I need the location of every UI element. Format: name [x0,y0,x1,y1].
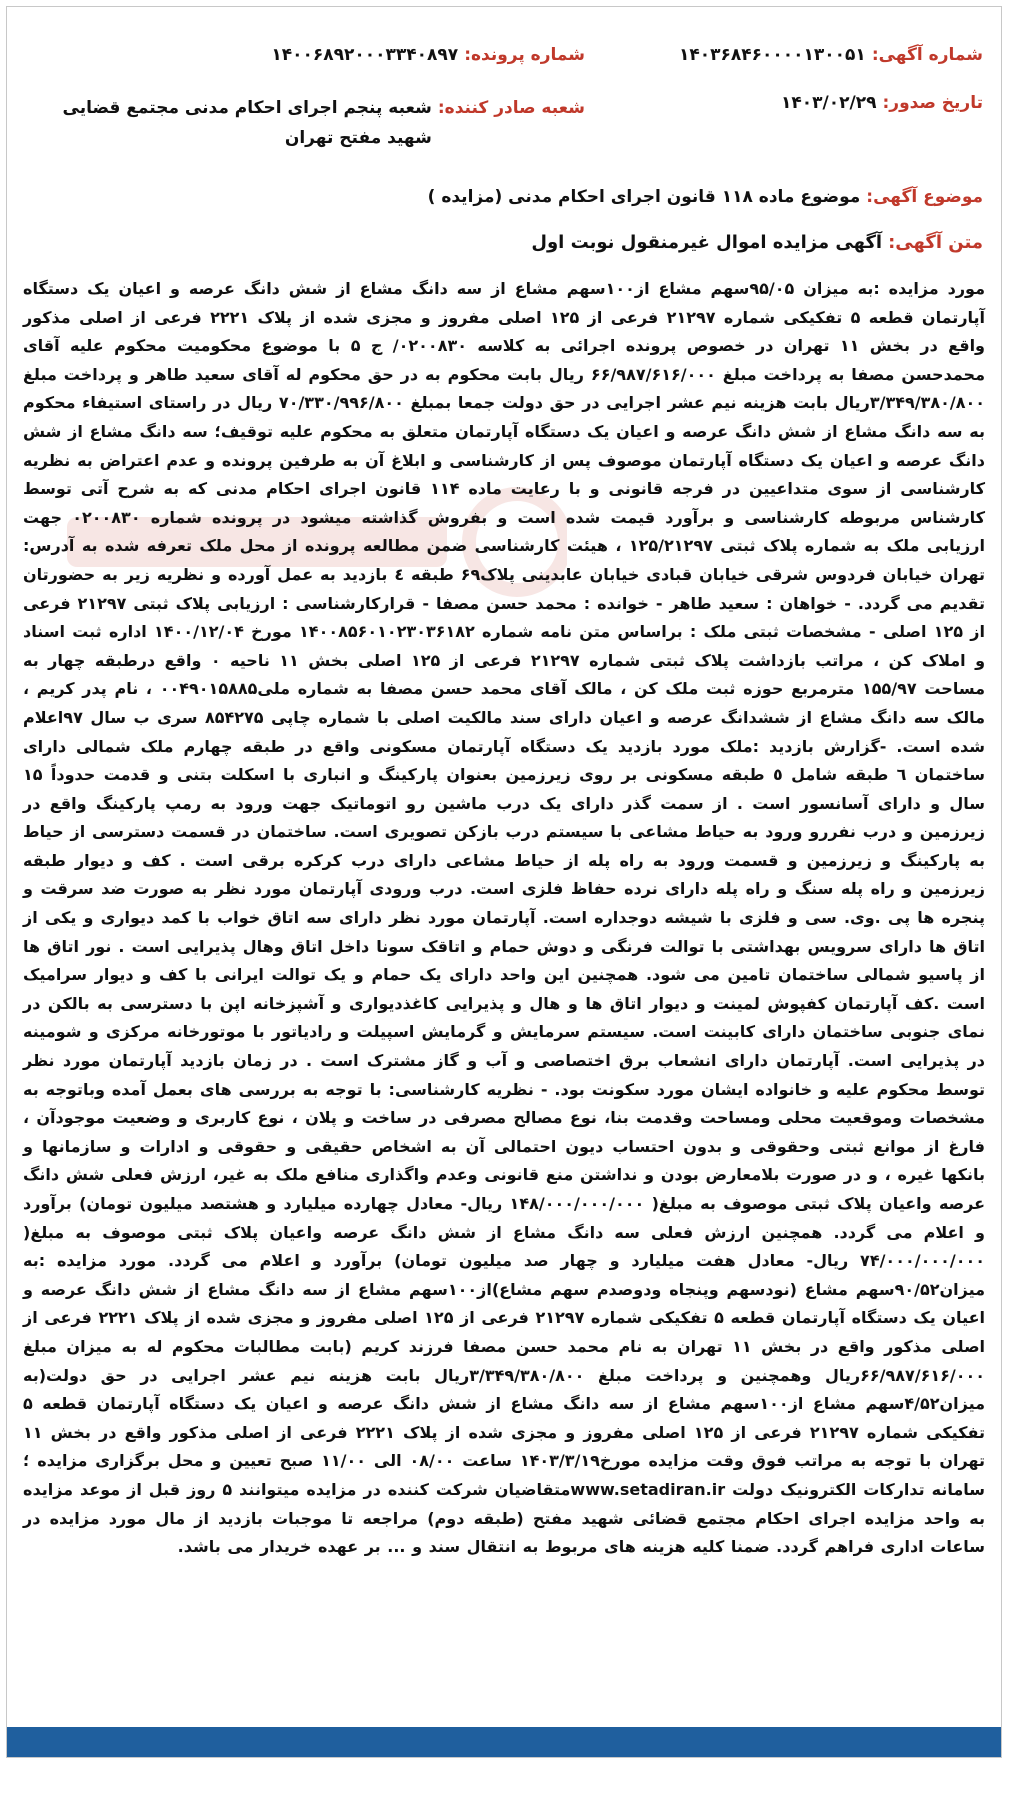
meta-row-date-branch [25,93,983,153]
issue-date-label: تاریخ صدور: [882,93,983,113]
meta-row-numbers [25,45,983,65]
subject-label: موضوع آگهی: [866,187,983,207]
ad-number-field [653,45,983,65]
case-number-label: شماره پرونده: [464,45,585,65]
ad-text-title: آگهی مزایده اموال غیرمنقول نوبت اول [531,232,883,253]
issuing-branch-label: شعبه صادر کننده: [437,98,585,118]
subject-field [25,187,983,207]
ad-text-label: متن آگهی: [888,232,983,253]
ad-number-value: ۱۴۰۳۶۸۴۶۰۰۰۰۱۳۰۰۵۱ [679,45,866,65]
issuing-branch-value: شعبه پنجم اجرای احکام مدنی مجتمع قضایی شهید مفتح تهران [62,98,432,148]
ad-number-label: شماره آگهی: [871,45,983,65]
case-number-value: ۱۴۰۰۶۸۹۲۰۰۰۳۳۴۰۸۹۷ [271,45,459,65]
issue-date-value: ۱۴۰۳/۰۲/۲۹ [781,93,877,113]
case-number-field [25,45,585,65]
ad-text-heading [25,232,983,253]
ad-body-text: مورد مزایده :به میزان ۹۵/۰۵سهم مشاع از۱۰۰سهم مشاع از سه دانگ مشاع از شش دانگ عرصه و اعیان یک دستگاه آپارتمان قطعه ۵ تفکیکی شماره ۲۱۲۹۷ فرعی از ۱۲۵ اصلی مفروز و مجزی شده از پلاک ۲۲۲۱ فرعی از اصلی مذکور واقع در بخش ۱۱ تهران در خصوص پرونده اجرائی به کلاسه ۰۲۰۰۸۳۰/ ج ۵ با موضوع محکومیت محکوم علیه آقای محمدحسن مصفا به پرداخت مبلغ ۶۶/۹۸۷/۶۱۶/۰۰۰ ریال بابت محکوم به در حق محکوم له آقای سعید طاهر و پرداخت مبلغ ۳/۳۴۹/۳۸۰/۸۰۰ریال بابت هزینه نیم عشر اجرایی در حق دولت جمعا بمبلغ ۷۰/۳۳۰/۹۹۶/۸۰۰ ریال در راستای استیفاء محکوم به سه دانگ مشاع از شش دانگ عرصه و اعیان یک دستگاه آپارتمان متعلق به محکوم علیه توقیف؛ سه دانگ مشاع از شش دانگ عرصه و اعیان یک دستگاه آپارتمان موصوف پس از کارشناسی و ابلاغ آن به طرفین پرونده و عدم اعتراض به نظریه کارشناسی از سوی متداعیین در فرجه قانونی و با رعایت ماده ۱۱۴ قانون اجرای احکام مدنی که به شرح آتی توسط کارشناس مربوطه کارشناسی و برآورد قیمت شده است و بفروش گذاشته میشود در پرونده شماره ۰۲۰۰۸۳۰ جهت ارزیابی ملک به شماره پلاک ثبتی ۱۲۵/۲۱۲۹۷ ، هیئت کارشناسی ضمن مطالعه پرونده از محل ملک تعرفه شده به آدرس: تهران خیابان فردوس شرقی خیابان قبادی خیابان عابدینی پلاک۶۹ طبقه ٤ بازدید به عمل آورده و نظریه زیر به حضورتان تقدیم می گردد. - خواهان : سعید طاهر - خوانده : محمد حسن مصفا - قرارکارشناسی : ارزیابی پلاک ثبتی ۲۱۲۹۷ فرعی از ۱۲۵ اصلی - مشخصات ثبتی ملک : براساس متن نامه شماره ۱۴۰۰۸۵۶۰۱۰۲۳۰۳۶۱۸۲ مورخ ۱۴۰۰/۱۲/۰۴ اداره ثبت اسناد و املاک کن ، مراتب بازداشت پلاک ثبتی شماره ۲۱۲۹۷ فرعی از ۱۲۵ اصلی بخش ۱۱ ناحیه ۰ واقع درطبقه چهار به مساحت ۱۵۵/۹۷ مترمربع حوزه ثبت ملک کن ، مالک آقای محمد حسن مصفا به شماره ملی۰۰۴۹۰۱۵۸۸۵ ، نام پدر کریم ، مالک سه دانگ مشاع از ششدانگ عرصه و اعیان دارای سند مالکیت اصلی با شماره چاپی ۸۵۴۲۷۵ سری ب سال ۹۷اعلام شده است. -گزارش بازدید :ملک مورد بازدید یک دستگاه آپارتمان مسکونی واقع در طبقه چهارم ملک شمالی دارای ساختمان ٦ طبقه شامل ٥ طبقه مسکونی بر روی زیرزمین بعنوان پارکینگ و انباری با اسکلت بتنی و قدمت حدوداً ۱۵ سال و دارای آسانسور است . از سمت گذر دارای یک درب ماشین رو اتوماتیک جهت ورود به رمپ پارکینگ واقع در زیرزمین و درب نفررو ورود به حیاط مشاعی با سیستم درب بازکن تصویری است. ساختمان در قسمت دسترسی از حیاط به پارکینگ و زیرزمین و قسمت ورود به راه پله از حیاط مشاعی دارای درب کرکره برقی است . کف و دیوار طبقه زیرزمین و راه پله سنگ و راه پله دارای نرده حفاظ فلزی است. درب ورودی آپارتمان مورد نظر به صورت ضد سرقت و پنجره ها پی .وی. سی و فلزی با شیشه دوجداره است. آپارتمان مورد نظر دارای سه اتاق خواب با کمد دیواری و یکی از اتاق ها دارای سرویس بهداشتی با توالت فرنگی و دوش حمام و اتاقک سونا داخل اتاق وهال پذیرایی است . نور اتاق ها از پاسیو شمالی ساختمان تامین می شود. همچنین این واحد دارای یک حمام و یک توالت ایرانی با کف و دیوار سرامیک است .کف آپارتمان کفپوش لمینت و دیوار اتاق ها و هال و پذیرایی کاغذدیواری و آشپزخانه اپن با دسترسی به بالکن در نمای جنوبی ساختمان دارای کابینت است. سیستم سرمایش و گرمایش اسپیلت و رادیاتور با موتورخانه مرکزی و شومینه در پذیرایی است. آپارتمان دارای انشعاب برق اختصاصی و آب و گاز مشترک است . در زمان بازدید آپارتمان مورد نظر توسط محکوم علیه و خانواده ایشان مورد سکونت بود. - نظریه کارشناسی: با توجه به بررسی های بعمل آمده وباتوجه به مشخصات وموقعیت محلی ومساحت وقدمت بنا، نوع مصالح مصرفی در ساخت و پلان ، نوع کاربری و وضعیت موجودآن ، فارغ از موانع ثبتی وحقوقی و بدون احتساب دیون احتمالی آن به اشخاص حقیقی و حقوقی و ادارات و سازمانها و بانکها غیره ، و در صورت بلامعارض بودن و نداشتن منع قانونی وعدم واگذاری منافع ملک به غیر، ارزش فعلی شش دانگ عرصه واعیان پلاک ثبتی موصوف به مبلغ( ۱۴۸/۰۰۰/۰۰۰/۰۰۰ ریال- معادل چهارده میلیارد و هشتصد میلیون تومان) برآورد و اعلام می گردد. همچنین ارزش فعلی سه دانگ مشاع از شش دانگ عرصه واعیان پلاک ثبتی موصوف به مبلغ( ۷۴/۰۰۰/۰۰۰/۰۰۰ ریال- معادل هفت میلیارد و چهار صد میلیون تومان) برآورد و اعلام می گردد. مورد مزایده :به میزان۹۰/۵۲سهم مشاع (نودسهم وپنجاه ودوصدم سهم مشاع)از۱۰۰سهم مشاع از سه دانگ مشاع از شش دانگ عرصه و اعیان یک دستگاه آپارتمان قطعه ۵ تفکیکی شماره ۲۱۲۹۷ فرعی از ۱۲۵ اصلی مفروز و مجزی شده از پلاک ۲۲۲۱ فرعی از اصلی مذکور واقع در بخش ۱۱ تهران به نام محمد حسن مصفا فرزند کریم (بابت مطالبات محکوم له به میزان مبلغ ۶۶/۹۸۷/۶۱۶/۰۰۰ریال وهمچنین و پرداخت مبلغ ۳/۳۴۹/۳۸۰/۸۰۰ریال بابت هزینه نیم عشر اجرایی در حق دولت(به میزان۴/۵۲سهم مشاع از۱۰۰سهم مشاع از سه دانگ مشاع از شش دانگ عرصه و اعیان یک دستگاه آپارتمان قطعه ۵ تفکیکی شماره ۲۱۲۹۷ فرعی از ۱۲۵ اصلی مفروز و مجزی شده از پلاک ۲۲۲۱ فرعی از اصلی مذکور واقع در بخش ۱۱ تهران با توجه به مراتب فوق وقت مزایده مورخ۱۴۰۳/۳/۱۹ ساعت ۰۸/۰۰ الی ۱۱/۰۰ صبح تعیین و محل برگزاری مزایده ؛سامانه تدارکات الکترونیک دولت www.setadiran.irمتقاضیان شرکت کننده در مزایده میتوانند ۵ روز قبل از موعد مزایده به واحد مزایده اجرای احکام مجتمع قضائی شهید مفتح (طبقه دوم) مراجعه تا موجبات بازدید از مال مورد مزایده در ساعات اداری فراهم گردد. ضمنا کلیه هزینه های مربوط به انتقال سند و ... بر عهده خریدار می باشد. [23,279,986,1557]
notice-page [6,6,1002,1758]
issuing-branch-field [25,93,585,153]
issue-date-field [653,93,983,113]
footer-bar [7,1727,1001,1757]
subject-value: موضوع ماده ۱۱۸ قانون اجرای احکام مدنی (مزایده ) [427,187,861,207]
